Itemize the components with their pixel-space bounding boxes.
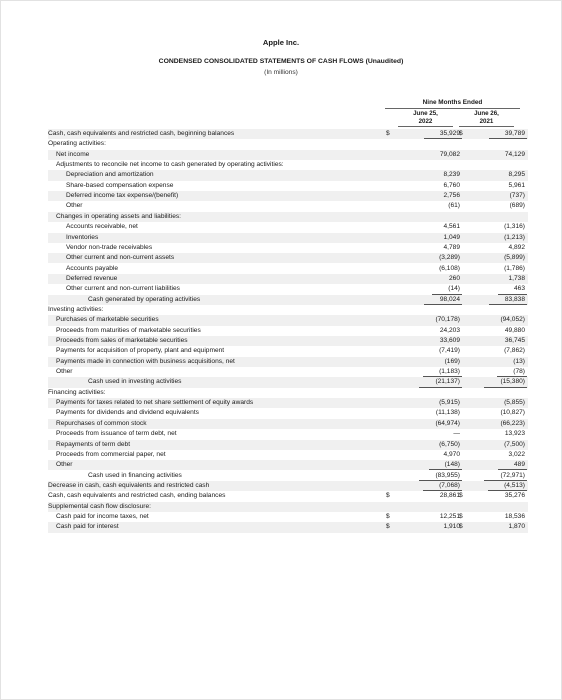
row-label: Deferred revenue: [66, 274, 118, 282]
row-label: Payments for dividends and dividend equivalents: [56, 409, 199, 417]
value-2021: 5,961: [508, 181, 525, 189]
row-label: Proceeds from commercial paper, net: [56, 450, 166, 458]
row-label: Payments for taxes related to net share settlement of equity awards: [56, 399, 254, 407]
value-2021: 489: [514, 460, 525, 470]
period-header: Nine Months Ended: [385, 99, 520, 109]
statement-title: CONDENSED CONSOLIDATED STATEMENTS OF CASH FLOWS (Unaudited): [158, 58, 404, 65]
row-label: Other current and non-current liabilities: [66, 285, 180, 293]
value-2022: (70,178): [435, 316, 460, 324]
value-2022: 1,910: [443, 523, 460, 531]
table-row: [48, 367, 528, 377]
row-label: Cash paid for interest: [56, 523, 119, 531]
table-row: [48, 222, 528, 232]
row-label: Repayments of term debt: [56, 440, 131, 448]
value-2022: (14): [448, 284, 460, 294]
table-row: [48, 502, 528, 512]
row-label: Payments for acquisition of property, plant and equipment: [56, 347, 225, 355]
row-label: Other: [56, 461, 73, 469]
table-row: [48, 160, 528, 170]
row-label: Cash used in financing activities: [88, 471, 182, 479]
table-row: [48, 253, 528, 263]
table-row: [48, 377, 528, 387]
value-2022: (6,108): [439, 264, 460, 272]
value-2021: (7,862): [504, 347, 525, 355]
value-2021: (689): [509, 202, 525, 210]
row-label: Inventories: [66, 233, 99, 241]
value-2021: (1,786): [504, 264, 525, 272]
value-2021: (737): [509, 192, 525, 200]
column-header-2022-year: 2022: [418, 117, 433, 125]
table-row: [48, 201, 528, 211]
value-2022: 2,756: [443, 192, 460, 200]
table-row: [48, 295, 528, 305]
currency-symbol: $: [459, 492, 463, 500]
table-row: [48, 346, 528, 356]
table-row: [48, 243, 528, 253]
value-2022: 33,609: [439, 337, 460, 344]
currency-symbol: $: [459, 512, 463, 520]
table-row: [48, 408, 528, 418]
row-label: Accounts receivable, net: [66, 223, 138, 231]
row-label: Operating activities:: [48, 140, 106, 148]
row-label: Supplemental cash flow disclosure:: [48, 502, 151, 510]
value-2021: 18,536: [504, 512, 525, 520]
value-2021: (10,827): [500, 409, 525, 417]
row-label: Other: [56, 368, 73, 376]
row-label: Deferred income tax expense/(benefit): [66, 192, 179, 200]
table-row: [48, 440, 528, 450]
table-row: [48, 274, 528, 284]
value-2022: (61): [448, 202, 460, 210]
row-label: Repurchases of common stock: [56, 419, 147, 427]
table-row: [48, 460, 528, 470]
value-2021: 13,923: [504, 430, 525, 438]
value-2021: (94,052): [500, 316, 525, 324]
table-row: [48, 471, 528, 481]
value-2022: 35,929: [440, 129, 460, 139]
table-row: [48, 491, 528, 501]
row-label: Purchases of marketable securities: [56, 316, 159, 324]
row-label: Cash used in investing activities: [88, 378, 182, 386]
value-2022: (83,955): [435, 471, 460, 481]
value-2021: 3,022: [508, 450, 525, 458]
value-2022: (3,289): [439, 254, 460, 262]
table-row: [48, 139, 528, 149]
currency-symbol: $: [386, 523, 390, 531]
row-label: Share-based compensation expense: [66, 181, 174, 189]
row-label: Investing activities:: [48, 305, 104, 313]
value-2021: 463: [514, 284, 525, 294]
row-label: Net income: [56, 150, 90, 158]
currency-symbol: $: [386, 130, 390, 137]
value-2022: (11,138): [435, 409, 460, 417]
value-2022: 24,203: [439, 326, 460, 334]
value-2022: (5,915): [439, 399, 460, 407]
table-row: [48, 429, 528, 439]
table-row: [48, 181, 528, 191]
value-2021: 36,745: [504, 337, 525, 344]
value-2021: 4,892: [508, 243, 525, 251]
value-2021: (66,223): [500, 419, 525, 427]
row-label: Cash, cash equivalents and restricted cash, ending balances: [48, 492, 226, 500]
table-row: [48, 398, 528, 408]
value-2021: (1,213): [504, 233, 525, 241]
value-2021: 1,738: [508, 274, 525, 282]
table-row: [48, 512, 528, 522]
row-label: Decrease in cash, cash equivalents and restricted cash: [48, 481, 210, 489]
value-2022: (1,183): [439, 367, 460, 377]
value-2022: 6,760: [443, 181, 460, 189]
column-header-2021-year: 2021: [479, 117, 494, 125]
table-row: [48, 264, 528, 274]
table-row: [48, 284, 528, 294]
value-2021: 1,870: [508, 523, 525, 531]
row-label: Vendor non-trade receivables: [66, 243, 153, 251]
currency-symbol: $: [386, 492, 390, 500]
row-label: Proceeds from maturities of marketable securities: [56, 326, 201, 334]
row-label: Cash, cash equivalents and restricted cash, beginning balances: [48, 130, 235, 137]
company-name: Apple Inc.: [262, 38, 300, 47]
row-label: Other current and non-current assets: [66, 254, 175, 262]
value-2022: 1,049: [443, 233, 460, 241]
row-label: Proceeds from sales of marketable securities: [56, 337, 188, 344]
column-header-2021: [459, 110, 514, 127]
table-row: [48, 129, 528, 139]
value-2022: 98,024: [440, 295, 460, 305]
value-2021: 74,129: [504, 150, 525, 158]
table-row: [48, 450, 528, 460]
column-header-2022: [398, 110, 453, 127]
row-label: Cash generated by operating activities: [88, 295, 201, 303]
value-2021: 35,276: [505, 491, 525, 503]
value-2022: 260: [448, 274, 460, 282]
row-label: Payments made in connection with business acquisitions, net: [56, 357, 235, 365]
value-2021: 39,789: [505, 129, 525, 139]
table-row: [48, 233, 528, 243]
value-2022: 4,561: [443, 223, 460, 231]
value-2021: (72,971): [500, 471, 525, 481]
value-2022: (21,137): [435, 377, 460, 387]
row-label: Depreciation and amortization: [66, 171, 154, 179]
value-2021: (4,513): [504, 481, 525, 491]
column-header-2021-date: June 26,: [474, 110, 499, 117]
table-row: [48, 336, 528, 346]
table-row: [48, 191, 528, 201]
value-2022: 8,239: [443, 171, 460, 179]
value-2022: 28,861: [440, 491, 460, 503]
value-2022: 79,082: [439, 150, 460, 158]
column-header-2022-date: June 25,: [413, 110, 438, 117]
value-2021: (13): [513, 357, 525, 365]
row-label: Financing activities:: [48, 388, 106, 396]
table-row: [48, 170, 528, 180]
value-2022: (148): [445, 460, 460, 470]
value-2021: 8,295: [508, 171, 525, 179]
table-row: [48, 212, 528, 222]
value-2021: (5,899): [504, 254, 525, 262]
value-2022: (64,974): [435, 419, 460, 427]
value-2022: (7,419): [439, 347, 460, 355]
value-2022: —: [453, 430, 460, 438]
value-2022: 12,251: [439, 512, 460, 520]
currency-symbol: $: [459, 523, 463, 531]
value-2022: (169): [444, 357, 460, 365]
units-note: (In millions): [264, 69, 298, 76]
value-2021: (15,380): [500, 377, 525, 387]
value-2021: (5,855): [504, 399, 525, 407]
currency-symbol: $: [459, 130, 463, 137]
value-2022: (7,068): [439, 481, 460, 491]
value-2021: 49,880: [504, 326, 525, 334]
table-row: [48, 388, 528, 398]
table-row: [48, 522, 528, 532]
value-2021: (1,316): [504, 223, 525, 231]
table-row: [48, 150, 528, 160]
table-row: [48, 419, 528, 429]
currency-symbol: $: [386, 512, 390, 520]
value-2022: (6,750): [439, 440, 460, 448]
table-row: [48, 326, 528, 336]
value-2021: 83,838: [505, 295, 525, 305]
row-label: Cash paid for income taxes, net: [56, 512, 149, 520]
table-row: [48, 357, 528, 367]
row-label: Changes in operating assets and liabilities:: [56, 212, 181, 220]
value-2022: 4,970: [443, 450, 460, 458]
value-2022: 4,789: [443, 243, 460, 251]
value-2021: (7,500): [504, 440, 525, 448]
row-label: Other: [66, 202, 83, 210]
row-label: Adjustments to reconcile net income to cash generated by operating activities:: [56, 161, 284, 169]
table-row: [48, 315, 528, 325]
table-row: [48, 481, 528, 491]
value-2021: (78): [513, 367, 525, 377]
row-label: Accounts payable: [66, 264, 119, 272]
table-row: [48, 305, 528, 315]
row-label: Proceeds from issuance of term debt, net: [56, 430, 177, 438]
